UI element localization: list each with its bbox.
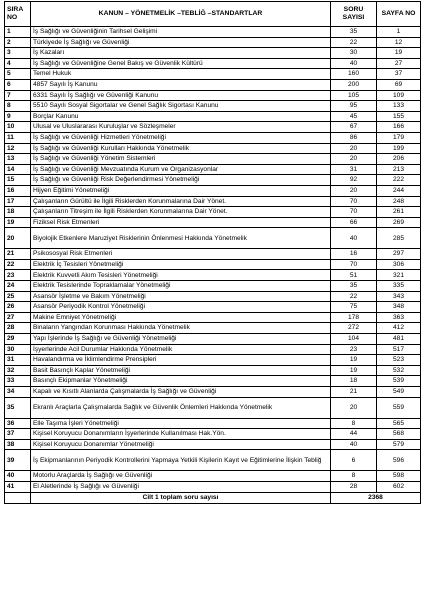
row-title: Makine Emniyet Yönetmeliği [31,312,331,323]
row-page: 269 [377,217,421,228]
row-page: 565 [377,418,421,429]
row-no: 41 [5,481,31,492]
row-title: Havalandırma ve İklimlendirme Prensipleri [31,355,331,366]
row-page: 155 [377,111,421,122]
row-title: 6331 Sayılı İş Sağlığı ve Güvenliği Kanunu [31,90,331,101]
row-title: Elektrik Kuvvetli Akım Tesisleri Yönetmeliği [31,270,331,281]
row-questions: 66 [331,217,377,228]
table-row [5,291,421,302]
row-page: 343 [377,291,421,302]
row-no: 29 [5,334,31,345]
row-page: 166 [377,122,421,133]
row-no: 19 [5,217,31,228]
row-page: 348 [377,302,421,313]
row-title: Elektrik Tesislerinde Topraklamalar Yönetmeliği [31,281,331,292]
table-row [5,397,421,418]
table-row [5,185,421,196]
row-page: 37 [377,69,421,80]
row-title: Binaların Yangından Korunması Hakkında Yönetmelik [31,323,331,334]
table-row [5,175,421,186]
row-title: Biyolojik Etkenlere Maruziyet Risklerinin Önlenmesi Hakkında Yönetmelik [31,228,331,249]
row-questions: 20 [331,154,377,165]
row-questions: 22 [331,37,377,48]
row-title: İş Kazaları [31,48,331,59]
header-title: KANUN – YÖNETMELİK –TEBLİĞ –STANDARTLAR [31,2,331,27]
row-title: Motorlu Araçlarda İş Sağlığı ve Güvenliği [31,471,331,482]
row-page: 109 [377,90,421,101]
table-row [5,376,421,387]
row-no: 10 [5,122,31,133]
row-no: 28 [5,323,31,334]
table-row [5,37,421,48]
table-row [5,281,421,292]
row-no: 38 [5,439,31,450]
row-title: Basınçlı Ekipmanlar Yönetmeliği [31,376,331,387]
total-empty-cell [5,492,31,503]
row-page: 306 [377,259,421,270]
row-title: Çalışanların Titreşim ile İlgili Risklerden Korunmalarına Dair Yönet. [31,207,331,218]
table-row [5,132,421,143]
row-no: 23 [5,270,31,281]
row-page: 199 [377,143,421,154]
row-questions: 160 [331,69,377,80]
table-body [5,27,421,493]
row-page: 261 [377,207,421,218]
row-questions: 104 [331,334,377,345]
row-questions: 178 [331,312,377,323]
row-title: 4857 Sayılı İş Kanunu [31,79,331,90]
row-title: İş Sağlığı ve Güvenliği Risk Değerlendirmesi Yönetmeliği [31,175,331,186]
contents-table [4,1,421,504]
row-questions: 35 [331,281,377,292]
row-no: 6 [5,79,31,90]
header-sayfa-no: SAYFA NO [377,2,421,27]
row-title: İş Sağlığı ve Güvenliğinin Tarihsel Gelişimi [31,27,331,38]
row-questions: 272 [331,323,377,334]
table-row [5,48,421,59]
row-questions: 70 [331,207,377,218]
row-no: 22 [5,259,31,270]
row-no: 27 [5,312,31,323]
table-row [5,143,421,154]
row-page: 549 [377,387,421,398]
row-page: 539 [377,376,421,387]
row-page: 27 [377,58,421,69]
row-title: Hijyen Eğitimi Yönetmeliği [31,185,331,196]
table-row [5,439,421,450]
row-title: Yapı İşlerinde İş Sağlığı ve Güvenliği Yönetmeliği [31,334,331,345]
table-row [5,312,421,323]
table-row [5,207,421,218]
row-title: Kişisel Koruyucu Donanımlar Yönetmeliği [31,439,331,450]
row-questions: 21 [331,387,377,398]
row-no: 36 [5,418,31,429]
table-row [5,418,421,429]
table-row [5,69,421,80]
total-value: 2368 [331,492,421,503]
row-title: İş Sağlığı ve Güvenliği Hizmetleri Yönetmeliği [31,132,331,143]
row-questions: 31 [331,164,377,175]
row-questions: 8 [331,471,377,482]
row-questions: 20 [331,185,377,196]
row-page: 335 [377,281,421,292]
row-questions: 19 [331,355,377,366]
row-questions: 40 [331,228,377,249]
table-row [5,228,421,249]
row-no: 13 [5,154,31,165]
row-questions: 92 [331,175,377,186]
row-questions: 45 [331,111,377,122]
row-page: 133 [377,101,421,112]
row-no: 5 [5,69,31,80]
row-questions: 200 [331,79,377,90]
row-questions: 86 [331,132,377,143]
row-questions: 8 [331,418,377,429]
row-title: Borçlar Kanunu [31,111,331,122]
row-page: 285 [377,228,421,249]
row-page: 222 [377,175,421,186]
table-row [5,122,421,133]
row-questions: 40 [331,439,377,450]
table-row [5,111,421,122]
table-row [5,164,421,175]
row-no: 14 [5,164,31,175]
table-row [5,249,421,260]
row-no: 9 [5,111,31,122]
row-no: 12 [5,143,31,154]
row-no: 8 [5,101,31,112]
table-row [5,154,421,165]
row-no: 33 [5,376,31,387]
table-row [5,323,421,334]
row-page: 481 [377,334,421,345]
row-questions: 19 [331,365,377,376]
row-no: 37 [5,429,31,440]
row-page: 244 [377,185,421,196]
table-row [5,196,421,207]
row-title: İş Sağlığı ve Güvenliğine Genel Bakış ve Güvenlik Kültürü [31,58,331,69]
row-page: 579 [377,439,421,450]
row-no: 15 [5,175,31,186]
header-sira-no: SIRA NO [5,2,31,27]
row-no: 34 [5,387,31,398]
row-page: 213 [377,164,421,175]
row-questions: 18 [331,376,377,387]
row-title: Çalışanların Gürültü ile İlgili Risklerden Korunmalarına Dair Yönet. [31,196,331,207]
row-questions: 35 [331,27,377,38]
row-page: 559 [377,397,421,418]
row-page: 517 [377,344,421,355]
row-title: Türkiyede İş Sağlığı ve Güvenliği [31,37,331,48]
row-title: El Aletlerinde İş Sağlığı ve Güvenliği [31,481,331,492]
table-row [5,429,421,440]
row-no: 32 [5,365,31,376]
row-questions: 105 [331,90,377,101]
row-title: Asansör Periyodik Kontrol Yönetmeliği [31,302,331,313]
row-questions: 30 [331,48,377,59]
row-questions: 28 [331,481,377,492]
row-questions: 22 [331,291,377,302]
row-questions: 20 [331,143,377,154]
row-no: 40 [5,471,31,482]
total-label: Cilt 1 toplam soru sayısı [31,492,331,503]
table-row [5,450,421,471]
row-page: 321 [377,270,421,281]
table-row [5,90,421,101]
row-questions: 70 [331,259,377,270]
row-questions: 20 [331,397,377,418]
table-row [5,387,421,398]
row-no: 2 [5,37,31,48]
table-row [5,471,421,482]
table-header [5,2,421,27]
row-questions: 6 [331,450,377,471]
table-footer [5,492,421,503]
table-row [5,344,421,355]
row-no: 35 [5,397,31,418]
row-title: İş Ekipmanlarının Periyodik Kontrollerini Yapmaya Yetkili Kişilerin Kayıt ve Eğitimlerine İlişkin Tebliğ [31,450,331,471]
row-no: 39 [5,450,31,471]
table-row [5,334,421,345]
row-page: 206 [377,154,421,165]
table-row [5,79,421,90]
row-title: İş Sağlığı ve Güvenliği Kurulları Hakkında Yönetmelik [31,143,331,154]
row-title: Elle Taşıma İşleri Yönetmeliği [31,418,331,429]
table-row [5,481,421,492]
row-no: 24 [5,281,31,292]
row-title: 5510 Sayılı Sosyal Sigortalar ve Genel Sağlık Sigortası Kanunu [31,101,331,112]
row-no: 4 [5,58,31,69]
row-page: 69 [377,79,421,90]
row-title: Ekranlı Araçlarla Çalışmalarda Sağlık ve Güvenlik Önlemleri Hakkında Yönetmelik [31,397,331,418]
row-page: 412 [377,323,421,334]
row-title: Asansör İşletme ve Bakım Yönetmeliği [31,291,331,302]
row-title: Kapalı ve Kısıtlı Alanlarda Çalışmalarda İş Sağlığı ve Güvenliği [31,387,331,398]
row-no: 18 [5,207,31,218]
row-page: 19 [377,48,421,59]
row-page: 602 [377,481,421,492]
row-page: 532 [377,365,421,376]
row-title: Fiziksel Risk Etmenleri [31,217,331,228]
row-page: 568 [377,429,421,440]
row-page: 598 [377,471,421,482]
row-page: 596 [377,450,421,471]
row-title: İş Sağlığı ve Güvenliği Mevzuatında Kurum ve Organizasyonlar [31,164,331,175]
row-page: 523 [377,355,421,366]
row-title: Elektrik İç Tesisleri Yönetmeliği [31,259,331,270]
row-title: İş Sağlığı ve Güvenliği Yönetim Sistemleri [31,154,331,165]
row-no: 25 [5,291,31,302]
table-row [5,58,421,69]
header-soru-sayisi: SORU SAYISI [331,2,377,27]
table-row [5,270,421,281]
table-row [5,365,421,376]
row-page: 363 [377,312,421,323]
row-questions: 23 [331,344,377,355]
row-questions: 44 [331,429,377,440]
row-questions: 40 [331,58,377,69]
row-no: 31 [5,355,31,366]
row-questions: 16 [331,249,377,260]
row-page: 179 [377,132,421,143]
table-row [5,355,421,366]
row-title: Ulusal ve Uluslararası Kuruluşlar ve Sözleşmeler [31,122,331,133]
table-row [5,259,421,270]
row-no: 21 [5,249,31,260]
table-row [5,27,421,38]
row-no: 11 [5,132,31,143]
row-page: 248 [377,196,421,207]
table-row [5,101,421,112]
row-questions: 70 [331,196,377,207]
row-no: 17 [5,196,31,207]
table-row [5,217,421,228]
row-no: 1 [5,27,31,38]
row-page: 1 [377,27,421,38]
row-title: İşyerlerinde Acil Durumlar Hakkında Yönetmelik [31,344,331,355]
row-title: Basit Basınçlı Kaplar Yönetmeliği [31,365,331,376]
row-no: 3 [5,48,31,59]
row-page: 297 [377,249,421,260]
row-no: 16 [5,185,31,196]
row-questions: 75 [331,302,377,313]
row-questions: 51 [331,270,377,281]
row-no: 30 [5,344,31,355]
row-questions: 95 [331,101,377,112]
row-questions: 67 [331,122,377,133]
row-no: 7 [5,90,31,101]
row-no: 20 [5,228,31,249]
row-title: Temel Hukuk [31,69,331,80]
row-page: 12 [377,37,421,48]
row-title: Kişisel Koruyucu Donanımların İşyerlerinde Kullanılması Hak.Yön. [31,429,331,440]
table-row [5,302,421,313]
row-no: 26 [5,302,31,313]
row-title: Psikososyal Risk Etmenleri [31,249,331,260]
